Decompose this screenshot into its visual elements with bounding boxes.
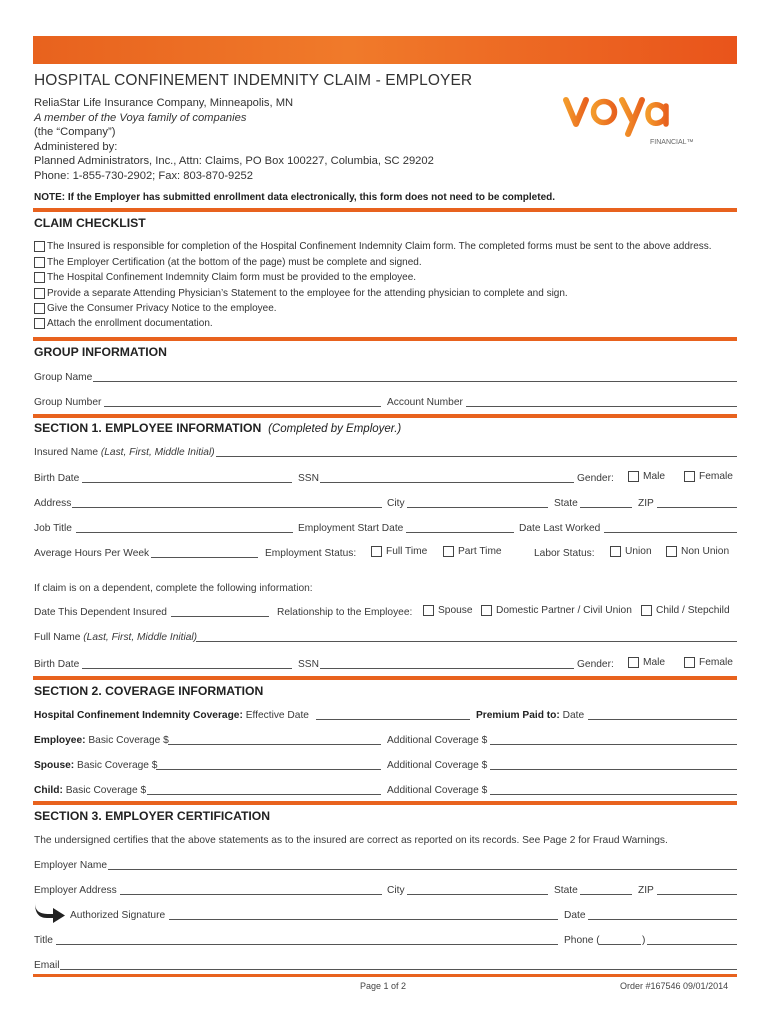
checklist-item[interactable]: Give the Consumer Privacy Notice to the employee. bbox=[34, 303, 277, 314]
group-name-field[interactable] bbox=[93, 381, 737, 382]
signature-date-label: Date bbox=[564, 910, 586, 921]
full-name-field[interactable] bbox=[196, 641, 737, 642]
section-rule bbox=[33, 208, 737, 212]
section1-heading: SECTION 1. EMPLOYEE INFORMATION (Completed by Employer.) bbox=[34, 421, 402, 435]
title-field[interactable] bbox=[56, 944, 558, 945]
group-information-heading: GROUP INFORMATION bbox=[34, 345, 167, 359]
insured-name-label: Insured Name (Last, First, Middle Initial) bbox=[34, 447, 215, 458]
non-union-option[interactable]: Non Union bbox=[666, 546, 729, 557]
checkbox[interactable] bbox=[34, 272, 45, 283]
phone-area-code-field[interactable] bbox=[599, 944, 641, 945]
address-field[interactable] bbox=[72, 507, 382, 508]
address-label: Address bbox=[34, 498, 72, 509]
job-title-field[interactable] bbox=[76, 532, 293, 533]
birth-date-field[interactable] bbox=[82, 482, 292, 483]
claim-checklist-heading: CLAIM CHECKLIST bbox=[34, 216, 146, 230]
avg-hours-field[interactable] bbox=[151, 557, 258, 558]
checkbox[interactable] bbox=[684, 471, 695, 482]
employer-name-label: Employer Name bbox=[34, 860, 108, 871]
employer-address-label: Employer Address bbox=[34, 885, 117, 896]
member-line: A member of the Voya family of companies bbox=[34, 111, 247, 124]
insured-name-field[interactable] bbox=[216, 456, 737, 457]
full-time-option[interactable]: Full Time bbox=[371, 546, 427, 557]
city-label: City bbox=[387, 498, 405, 509]
section-rule bbox=[33, 801, 737, 805]
form-title: HOSPITAL CONFINEMENT INDEMNITY CLAIM - EMPLOYER bbox=[34, 72, 473, 89]
employment-status-label: Employment Status: bbox=[265, 548, 357, 559]
dep-ssn-label: SSN bbox=[298, 659, 319, 670]
spouse-option[interactable]: Spouse bbox=[423, 605, 473, 616]
dependent-intro: If claim is on a dependent, complete the following information: bbox=[34, 583, 313, 594]
checkbox[interactable] bbox=[34, 288, 45, 299]
employee-additional-label: Additional Coverage $ bbox=[387, 735, 488, 746]
state-field[interactable] bbox=[580, 507, 632, 508]
account-number-label: Account Number bbox=[387, 397, 463, 408]
dependent-date-label: Date This Dependent Insured bbox=[34, 607, 167, 618]
part-time-option[interactable]: Part Time bbox=[443, 546, 502, 557]
checkbox[interactable] bbox=[34, 241, 45, 252]
gender-label: Gender: bbox=[577, 473, 614, 484]
employee-basic-field[interactable] bbox=[168, 744, 381, 745]
employee-additional-field[interactable] bbox=[490, 744, 737, 745]
spouse-additional-label: Additional Coverage $ bbox=[387, 760, 488, 771]
email-label: Email bbox=[34, 960, 60, 971]
administrator-address: Planned Administrators, Inc., Attn: Claims, PO Box 100227, Columbia, SC 29202 bbox=[34, 155, 434, 167]
effective-date-field[interactable] bbox=[316, 719, 470, 720]
premium-paid-label: Premium Paid to: Date bbox=[476, 710, 585, 721]
child-additional-field[interactable] bbox=[490, 794, 737, 795]
spouse-additional-field[interactable] bbox=[490, 769, 737, 770]
checklist-item[interactable]: Provide a separate Attending Physician’s Statement to the employee for the attending physician to complete and sign. bbox=[34, 288, 568, 299]
coverage-label: Hospital Confinement Indemnity Coverage: Effective Date bbox=[34, 710, 309, 721]
child-additional-label: Additional Coverage $ bbox=[387, 785, 488, 796]
premium-date-field[interactable] bbox=[588, 719, 737, 720]
administered-by: Administered by: bbox=[34, 140, 118, 153]
company-line: ReliaStar Life Insurance Company, Minneapolis, MN bbox=[34, 97, 294, 109]
title-label: Title bbox=[34, 935, 53, 946]
birth-date-label: Birth Date bbox=[34, 473, 80, 484]
section3-heading: SECTION 3. EMPLOYER CERTIFICATION bbox=[34, 809, 271, 823]
relationship-label: Relationship to the Employee: bbox=[277, 607, 413, 618]
union-option[interactable]: Union bbox=[610, 546, 652, 557]
group-number-label: Group Number bbox=[34, 397, 102, 408]
employment-start-field[interactable] bbox=[406, 532, 514, 533]
employer-zip-field[interactable] bbox=[657, 894, 737, 895]
group-name-label: Group Name bbox=[34, 372, 93, 383]
dep-gender-female-option[interactable]: Female bbox=[684, 657, 733, 668]
checkbox[interactable] bbox=[628, 471, 639, 482]
checkbox[interactable] bbox=[443, 546, 454, 557]
child-basic-field[interactable] bbox=[147, 794, 381, 795]
dep-gender-male-option[interactable]: Male bbox=[628, 657, 665, 668]
checkbox[interactable] bbox=[610, 546, 621, 557]
ssn-label: SSN bbox=[298, 473, 319, 484]
checklist-item[interactable]: Attach the enrollment documentation. bbox=[34, 318, 213, 329]
checkbox[interactable] bbox=[371, 546, 382, 557]
checklist-item[interactable]: The Hospital Confinement Indemnity Claim form must be provided to the employee. bbox=[34, 272, 416, 283]
contact-line: Phone: 1-855-730-2902; Fax: 803-870-9252 bbox=[34, 169, 253, 182]
sign-here-arrow-icon bbox=[33, 900, 67, 924]
account-number-field[interactable] bbox=[466, 406, 737, 407]
company-address-block bbox=[34, 96, 434, 183]
child-coverage-label: Child: Basic Coverage $ bbox=[34, 785, 147, 796]
group-number-field[interactable] bbox=[104, 406, 381, 407]
section-rule bbox=[33, 676, 737, 680]
company-alias: (the “Company”) bbox=[34, 126, 116, 138]
date-last-worked-label: Date Last Worked bbox=[519, 523, 601, 534]
order-number: Order #167546 09/01/2014 bbox=[620, 981, 729, 991]
footer-rule bbox=[33, 974, 737, 977]
checklist-item[interactable]: The Employer Certification (at the bottom of the page) must be complete and signed. bbox=[34, 257, 422, 268]
spouse-coverage-label: Spouse: Basic Coverage $ bbox=[34, 760, 158, 771]
employer-state-field[interactable] bbox=[580, 894, 632, 895]
signature-date-field[interactable] bbox=[588, 919, 737, 920]
checkbox[interactable] bbox=[34, 318, 45, 329]
electronic-note: NOTE: If the Employer has submitted enrollment data electronically, this form does not need to be completed. bbox=[34, 192, 556, 203]
section1-subheading: (Completed by Employer.) bbox=[268, 423, 402, 435]
dep-gender-label: Gender: bbox=[577, 659, 614, 670]
phone-label: Phone ( bbox=[564, 935, 600, 946]
checkbox[interactable] bbox=[481, 605, 492, 616]
checkbox[interactable] bbox=[34, 303, 45, 314]
zip-label: ZIP bbox=[638, 498, 654, 509]
checkbox[interactable] bbox=[628, 657, 639, 668]
spouse-basic-field[interactable] bbox=[156, 769, 381, 770]
checkbox[interactable] bbox=[641, 605, 652, 616]
checkbox[interactable] bbox=[423, 605, 434, 616]
avg-hours-label: Average Hours Per Week bbox=[34, 548, 150, 559]
dep-birth-date-field[interactable] bbox=[82, 668, 292, 669]
employee-coverage-label: Employee: Basic Coverage $ bbox=[34, 735, 169, 746]
checkbox[interactable] bbox=[666, 546, 677, 557]
phone-paren-close: ) bbox=[642, 935, 646, 946]
labor-status-label: Labor Status: bbox=[534, 548, 595, 559]
header-banner bbox=[33, 36, 737, 64]
checkbox[interactable] bbox=[684, 657, 695, 668]
employer-city-field[interactable] bbox=[407, 894, 548, 895]
city-field[interactable] bbox=[407, 507, 548, 508]
employer-address-field[interactable] bbox=[120, 894, 382, 895]
logo-subtitle: FINANCIAL™ bbox=[650, 139, 694, 146]
full-name-label: Full Name (Last, First, Middle Initial) bbox=[34, 632, 198, 643]
employer-state-label: State bbox=[554, 885, 578, 896]
ssn-field[interactable] bbox=[320, 482, 574, 483]
domestic-partner-option[interactable]: Domestic Partner / Civil Union bbox=[481, 605, 632, 616]
gender-female-option[interactable]: Female bbox=[684, 471, 733, 482]
page-number: Page 1 of 2 bbox=[360, 981, 407, 991]
dependent-date-field[interactable] bbox=[171, 616, 269, 617]
checklist-item[interactable]: The Insured is responsible for completion of the Hospital Confinement Indemnity Claim form. The completed forms must be sent to the above address. bbox=[34, 241, 712, 252]
phone-number-field[interactable] bbox=[647, 944, 737, 945]
employer-zip-label: ZIP bbox=[638, 885, 654, 896]
employer-city-label: City bbox=[387, 885, 405, 896]
employment-start-label: Employment Start Date bbox=[298, 523, 404, 534]
gender-male-option[interactable]: Male bbox=[628, 471, 665, 482]
zip-field[interactable] bbox=[657, 507, 737, 508]
voya-logo bbox=[562, 90, 694, 146]
job-title-label: Job Title bbox=[34, 523, 72, 534]
state-label: State bbox=[554, 498, 578, 509]
section2-heading: SECTION 2. COVERAGE INFORMATION bbox=[34, 684, 264, 698]
section-rule bbox=[33, 414, 737, 418]
certification-statement: The undersigned certifies that the above statements as to the insured are correct as reported on its records. See Page 2 for Fraud Warnings. bbox=[34, 835, 668, 846]
section-rule bbox=[33, 337, 737, 341]
dep-birth-date-label: Birth Date bbox=[34, 659, 80, 670]
dep-ssn-field[interactable] bbox=[320, 668, 574, 669]
date-last-worked-field[interactable] bbox=[604, 532, 737, 533]
child-option[interactable]: Child / Stepchild bbox=[641, 605, 730, 616]
checkbox[interactable] bbox=[34, 257, 45, 268]
authorized-signature-label: Authorized Signature bbox=[70, 910, 166, 921]
employer-name-field[interactable] bbox=[108, 869, 737, 870]
authorized-signature-field[interactable] bbox=[169, 919, 558, 920]
email-field[interactable] bbox=[60, 969, 737, 970]
